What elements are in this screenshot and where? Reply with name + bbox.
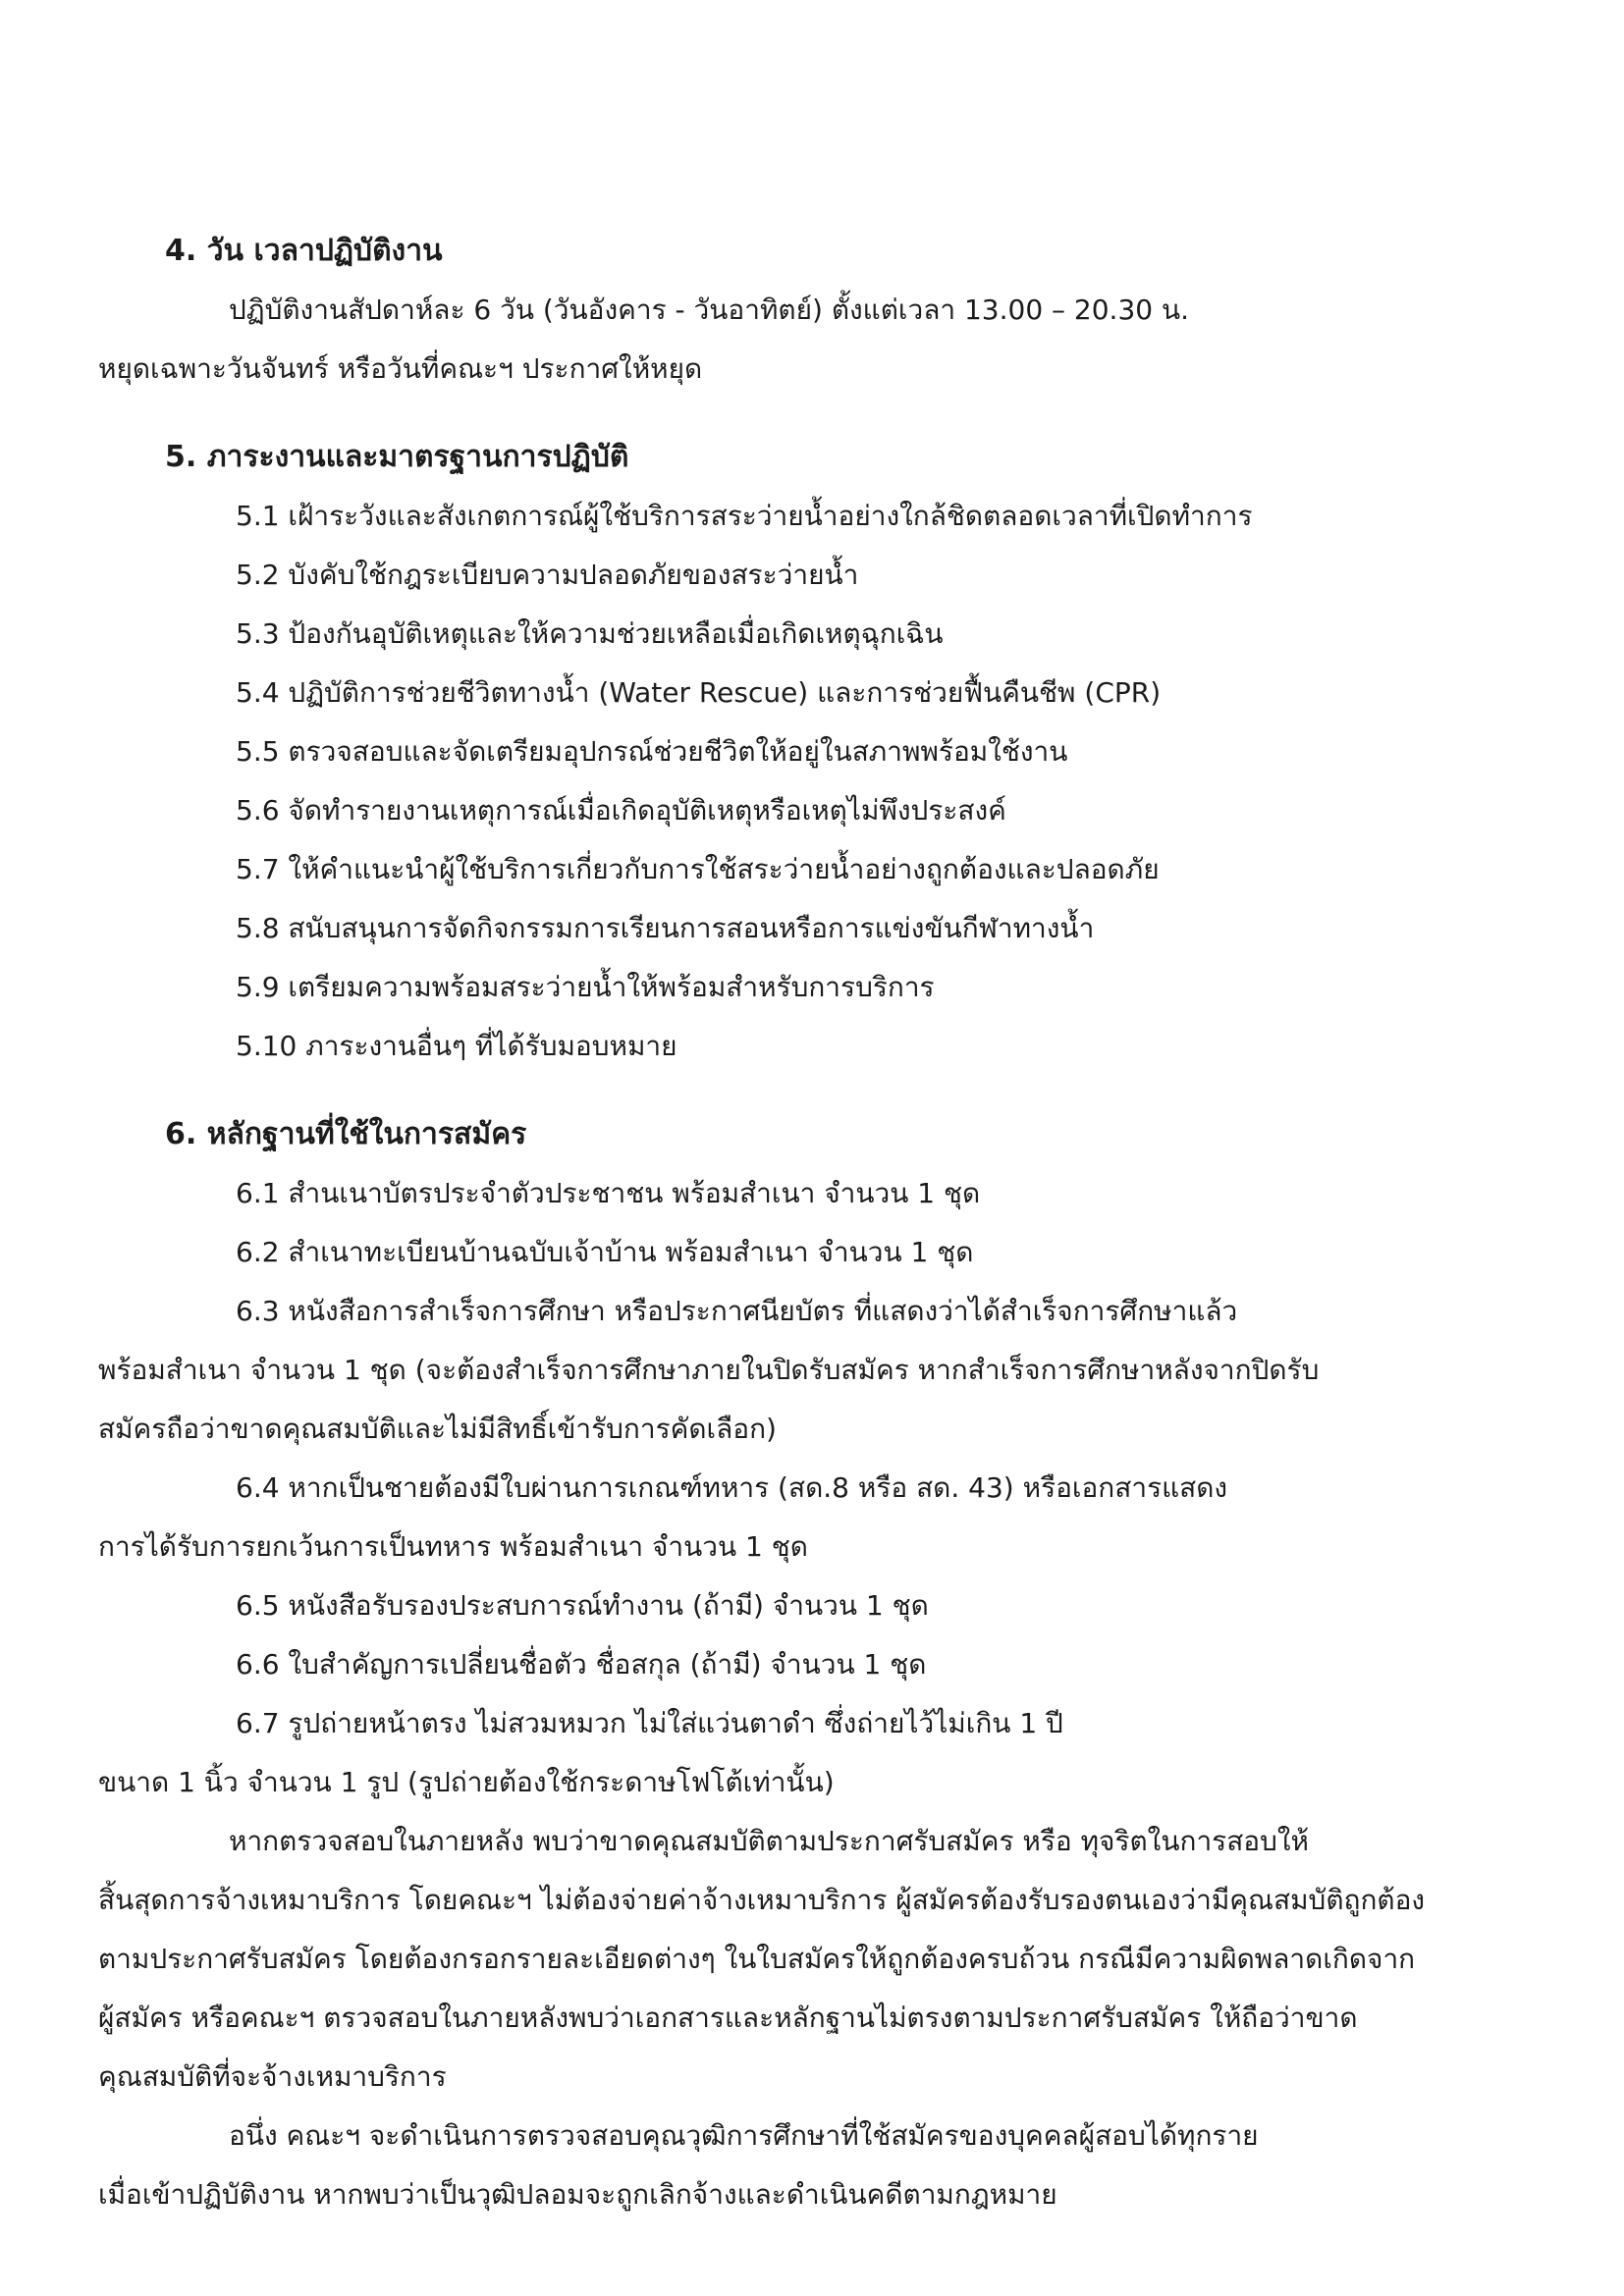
list-item-6-3-continuation-1: พร้อมสำเนา จำนวน 1 ชุด (จะต้องสำเร็จการศึกษาภายในปิดรับสมัคร หากสำเร็จการศึกษาหลังจากปิดรับ (98, 1354, 1320, 1386)
closing-paragraph-1-line-2: สิ้นสุดการจ้างเหมาบริการ โดยคณะฯ ไม่ต้องจ่ายค่าจ้างเหมาบริการ ผู้สมัครต้องรับรองตนเองว่ามีคุณสมบัติถูกต้อง (98, 1884, 1426, 1916)
list-item-5-10: 5.10 ภาระงานอื่นๆ ที่ได้รับมอบหมาย (236, 1030, 677, 1062)
section-6-heading: 6. หลักฐานที่ใช้ในการสมัคร (165, 1117, 527, 1151)
list-item-6-2: 6.2 สำเนาทะเบียนบ้านฉบับเจ้าบ้าน พร้อมสำเนา จำนวน 1 ชุด (236, 1236, 974, 1268)
list-item-6-4: 6.4 หากเป็นชายต้องมีใบผ่านการเกณฑ์ทหาร (สด.8 หรือ สด. 43) หรือเอกสารแสดง (236, 1471, 1228, 1504)
list-item-5-6: 5.6 จัดทำรายงานเหตุการณ์เมื่อเกิดอุบัติเหตุหรือเหตุไม่พึงประสงค์ (236, 794, 1006, 827)
closing-paragraph-1-line-3: ตามประกาศรับสมัคร โดยต้องกรอกรายละเอียดต่างๆ ในใบสมัครให้ถูกต้องครบถ้วน กรณีมีความผิดพลาดเกิดจาก (98, 1943, 1416, 1975)
section-4-paragraph-line-2: หยุดเฉพาะวันจันทร์ หรือวันที่คณะฯ ประกาศให้หยุด (98, 352, 703, 385)
list-item-6-7-continuation: ขนาด 1 นิ้ว จำนวน 1 รูป (รูปถ่ายต้องใช้กระดาษโฟโต้เท่านั้น) (98, 1766, 835, 1798)
section-4-paragraph-line-1: ปฏิบัติงานสัปดาห์ละ 6 วัน (วันอังคาร - วันอาทิตย์) ตั้งแต่เวลา 13.00 – 20.30 น. (229, 294, 1190, 326)
list-item-5-7: 5.7 ให้คำแนะนำผู้ใช้บริการเกี่ยวกับการใช้สระว่ายน้ำอย่างถูกต้องและปลอดภัย (236, 853, 1160, 885)
list-item-6-1: 6.1 สำนเนาบัตรประจำตัวประชาชน พร้อมสำเนา จำนวน 1 ชุด (236, 1177, 981, 1209)
list-item-6-7: 6.7 รูปถ่ายหน้าตรง ไม่สวมหมวก ไม่ใส่แว่นตาดำ ซึ่งถ่ายไว้ไม่เกิน 1 ปี (236, 1707, 1063, 1739)
list-item-6-6: 6.6 ใบสำคัญการเปลี่ยนชื่อตัว ชื่อสกุล (ถ้ามี) จำนวน 1 ชุด (236, 1648, 927, 1681)
list-item-5-8: 5.8 สนับสนุนการจัดกิจกรรมการเรียนการสอนหรือการแข่งขันกีฬาทางน้ำ (236, 912, 1095, 944)
section-4-heading: 4. วัน เวลาปฏิบัติงาน (165, 234, 443, 268)
list-item-5-2: 5.2 บังคับใช้กฎระเบียบความปลอดภัยของสระว่ายน้ำ (236, 559, 859, 591)
list-item-6-3: 6.3 หนังสือการสำเร็จการศึกษา หรือประกาศนียบัตร ที่แสดงว่าได้สำเร็จการศึกษาแล้ว (236, 1295, 1238, 1327)
list-item-5-9: 5.9 เตรียมความพร้อมสระว่ายน้ำให้พร้อมสำหรับการบริการ (236, 971, 935, 1003)
closing-paragraph-1-line-5: คุณสมบัติที่จะจ้างเหมาบริการ (98, 2060, 447, 2093)
closing-paragraph-2-line-1: อนึ่ง คณะฯ จะดำเนินการตรวจสอบคุณวุฒิการศึกษาที่ใช้สมัครของบุคคลผู้สอบได้ทุกราย (229, 2119, 1259, 2152)
closing-paragraph-1-line-1: หากตรวจสอบในภายหลัง พบว่าขาดคุณสมบัติตามประกาศรับสมัคร หรือ ทุจริตในการสอบให้ (229, 1825, 1310, 1857)
list-item-6-5: 6.5 หนังสือรับรองประสบการณ์ทำงาน (ถ้ามี) จำนวน 1 ชุด (236, 1589, 929, 1622)
list-item-5-5: 5.5 ตรวจสอบและจัดเตรียมอุปกรณ์ช่วยชีวิตให้อยู่ในสภาพพร้อมใช้งาน (236, 735, 1068, 768)
list-item-5-4: 5.4 ปฏิบัติการช่วยชีวิตทางน้ำ (Water Rescue) และการช่วยฟื้นคืนชีพ (CPR) (236, 676, 1162, 709)
section-5-heading: 5. ภาระงานและมาตรฐานการปฏิบัติ (165, 440, 629, 474)
list-item-6-4-continuation: การได้รับการยกเว้นการเป็นทหาร พร้อมสำเนา จำนวน 1 ชุด (98, 1530, 808, 1563)
list-item-6-3-continuation-2: สมัครถือว่าขาดคุณสมบัติและไม่มีสิทธิ์เข้ารับการคัดเลือก) (98, 1413, 777, 1445)
list-item-5-3: 5.3 ป้องกันอุบัติเหตุและให้ความช่วยเหลือเมื่อเกิดเหตุฉุกเฉิน (236, 617, 944, 650)
closing-paragraph-1-line-4: ผู้สมัคร หรือคณะฯ ตรวจสอบในภายหลังพบว่าเอกสารและหลักฐานไม่ตรงตามประกาศรับสมัคร ให้ถือว่าขาด (98, 2002, 1358, 2034)
list-item-5-1: 5.1 เฝ้าระวังและสังเกตการณ์ผู้ใช้บริการสระว่ายน้ำอย่างใกล้ชิดตลอดเวลาที่เปิดทำการ (236, 500, 1253, 532)
closing-paragraph-2-line-2: เมื่อเข้าปฏิบัติงาน หากพบว่าเป็นวุฒิปลอมจะถูกเลิกจ้างและดำเนินคดีตามกฎหมาย (98, 2178, 1057, 2211)
